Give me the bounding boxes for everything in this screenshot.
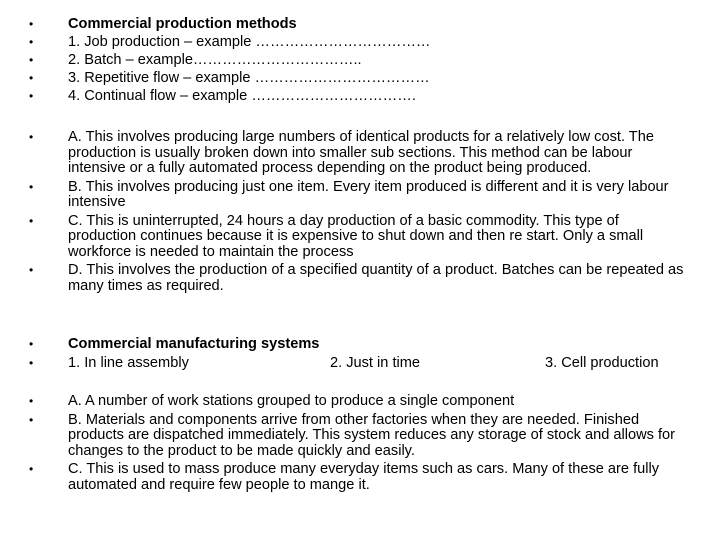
method-item: 3. Repetitive flow – example ……………………………… bbox=[68, 70, 430, 86]
bullet-icon: • bbox=[29, 213, 34, 228]
bullet-icon: • bbox=[29, 35, 34, 49]
list-item bbox=[0, 263, 720, 294]
system-item: 2. Just in time bbox=[330, 354, 421, 371]
list-item bbox=[0, 35, 720, 51]
list-item bbox=[0, 17, 720, 33]
system-item: 1. In line assembly bbox=[68, 354, 189, 371]
list-item bbox=[0, 53, 720, 69]
description-text: A. A number of work stations grouped to produce a single component bbox=[68, 393, 515, 409]
bullet-icon: • bbox=[29, 89, 34, 103]
bullet-icon: • bbox=[29, 337, 34, 351]
bullet-icon: • bbox=[29, 355, 34, 370]
list-item bbox=[0, 462, 720, 493]
method-descriptions bbox=[0, 130, 720, 294]
list-item bbox=[0, 89, 720, 105]
description-text: A. This involves producing large numbers of identical products for a relatively low cost. The production is usually broken down into smaller sub sections. This method can be labour intensive or a fully automated process depending on the product being produced. bbox=[68, 129, 654, 176]
list-item bbox=[0, 337, 720, 353]
bullet-icon: • bbox=[29, 71, 34, 85]
method-item: 1. Job production – example ……………………………… bbox=[68, 34, 431, 50]
bullet-icon: • bbox=[29, 179, 34, 194]
description-text: C. This is used to mass produce many everyday items such as cars. Many of these are fully automated and require few people to mange it. bbox=[68, 461, 660, 493]
list-item bbox=[0, 71, 720, 87]
description-text: B. This involves producing just one item. Every item produced is different and it is very labour intensive bbox=[68, 178, 669, 210]
bullet-icon: • bbox=[29, 394, 34, 408]
bullet-icon: • bbox=[29, 462, 34, 476]
bullet-icon: • bbox=[29, 263, 34, 277]
list-item bbox=[0, 130, 720, 177]
systems-items bbox=[68, 356, 690, 372]
list-item bbox=[0, 413, 720, 460]
list-item bbox=[0, 214, 720, 261]
methods-list bbox=[0, 17, 720, 105]
bullet-icon: • bbox=[29, 17, 34, 31]
systems-heading: Commercial manufacturing systems bbox=[68, 336, 320, 352]
methods-heading: Commercial production methods bbox=[68, 16, 297, 32]
bullet-icon: • bbox=[29, 53, 34, 67]
method-item: 4. Continual flow – example ……………………………. bbox=[68, 88, 416, 104]
bullet-icon: • bbox=[29, 130, 34, 144]
description-text: C. This is uninterrupted, 24 hours a day production of a basic commodity. This type of production continues because it is expensive to shut down and then re start. Only a small workforce is needed to maintain the process bbox=[68, 212, 644, 260]
list-item bbox=[0, 356, 720, 372]
list-item bbox=[0, 180, 720, 211]
list-item bbox=[0, 394, 720, 410]
system-descriptions bbox=[0, 394, 720, 493]
method-item: 2. Batch – example…………………………….. bbox=[68, 52, 362, 68]
systems-list bbox=[0, 337, 720, 371]
bullet-icon: • bbox=[29, 412, 34, 427]
description-text: B. Materials and components arrive from other factories when they are needed. Finished products are dispatched immediately. This system reduces any storage of stock and allows for changes to the product to be made quickly and easily. bbox=[68, 411, 676, 459]
system-item: 3. Cell production bbox=[545, 354, 659, 371]
description-text: D. This involves the production of a specified quantity of a product. Batches can be repeated as many times as required. bbox=[68, 262, 684, 294]
